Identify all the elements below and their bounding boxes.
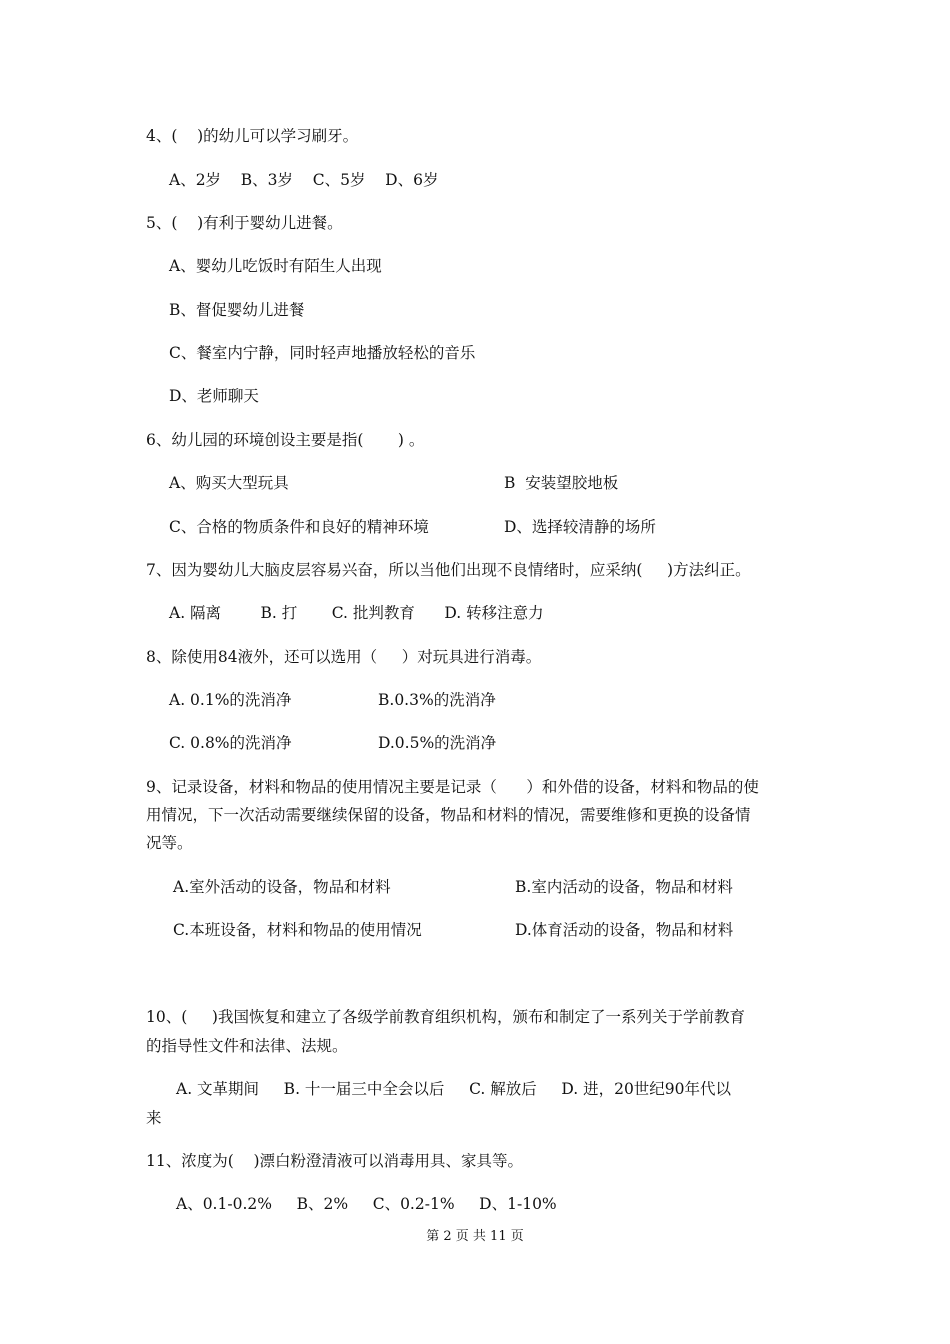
question-8-option-c: C. 0.8%的洗消净 [169, 734, 292, 752]
question-6-option-d: D、选择较清静的场所 [504, 518, 656, 536]
question-8-option-b: B.0.3%的洗消净 [378, 691, 496, 709]
question-5-option-c: C、餐室内宁静，同时轻声地播放轻松的音乐 [169, 344, 476, 362]
question-8-stem: 8、除使用84液外，还可以选用（ ）对玩具进行消毒。 [146, 648, 542, 666]
question-6-option-c: C、合格的物质条件和良好的精神环境 [169, 518, 429, 536]
question-5-option-a: A、婴幼儿吃饭时有陌生人出现 [169, 257, 382, 275]
question-5-stem: 5、( )有利于婴幼儿进餐。 [146, 214, 343, 232]
question-7-stem: 7、因为婴幼儿大脑皮层容易兴奋，所以当他们出现不良情绪时，应采纳( )方法纠正。 [146, 561, 751, 579]
question-9-option-d: D.体育活动的设备，物品和材料 [515, 921, 734, 939]
question-4-options: A、2岁 B、3岁 C、5岁 D、6岁 [169, 171, 439, 189]
question-10-line-2: 的指导性文件和法律、法规。 [146, 1037, 348, 1055]
question-9-line-1: 9、记录设备，材料和物品的使用情况主要是记录（ ）和外借的设备，材料和物品的使 [146, 778, 759, 796]
question-6-option-b: B 安装望胶地板 [504, 474, 619, 492]
question-10-line-1: 10、( )我国恢复和建立了各级学前教育组织机构，颁布和制定了一系列关于学前教育 [146, 1008, 745, 1026]
question-11-stem: 11、浓度为( )漂白粉澄清液可以消毒用具、家具等。 [146, 1152, 524, 1170]
question-9-option-c: C.本班设备，材料和物品的使用情况 [173, 921, 422, 939]
question-5-option-b: B、督促婴幼儿进餐 [169, 301, 305, 319]
question-4-stem: 4、( )的幼儿可以学习刷牙。 [146, 127, 359, 145]
question-11-options: A、0.1-0.2% B、2% C、0.2-1% D、1-10% [176, 1195, 557, 1213]
question-10-options: A. 文革期间 B. 十一届三中全会以后 C. 解放后 D. 进，20世纪90年代以 [176, 1080, 732, 1098]
question-7-options: A. 隔离 B. 打 C. 批判教育 D. 转移注意力 [169, 604, 544, 622]
question-5-option-d: D、老师聊天 [169, 387, 259, 405]
question-8-option-d: D.0.5%的洗消净 [378, 734, 497, 752]
question-9-option-b: B.室内活动的设备，物品和材料 [515, 878, 733, 896]
question-6-option-a: A、购买大型玩具 [169, 474, 289, 492]
question-9-line-2: 用情况，下一次活动需要继续保留的设备，物品和材料的情况，需要维修和更换的设备情 [146, 806, 751, 824]
question-10-options-continued: 来 [146, 1109, 162, 1127]
question-8-option-a: A. 0.1%的洗消净 [169, 691, 292, 709]
page-footer: 第 2 页 共 11 页 [426, 1229, 524, 1244]
question-9-option-a: A.室外活动的设备，物品和材料 [173, 878, 391, 896]
question-6-stem: 6、幼儿园的环境创设主要是指( ) 。 [146, 431, 425, 449]
question-9-line-3: 况等。 [146, 834, 193, 852]
